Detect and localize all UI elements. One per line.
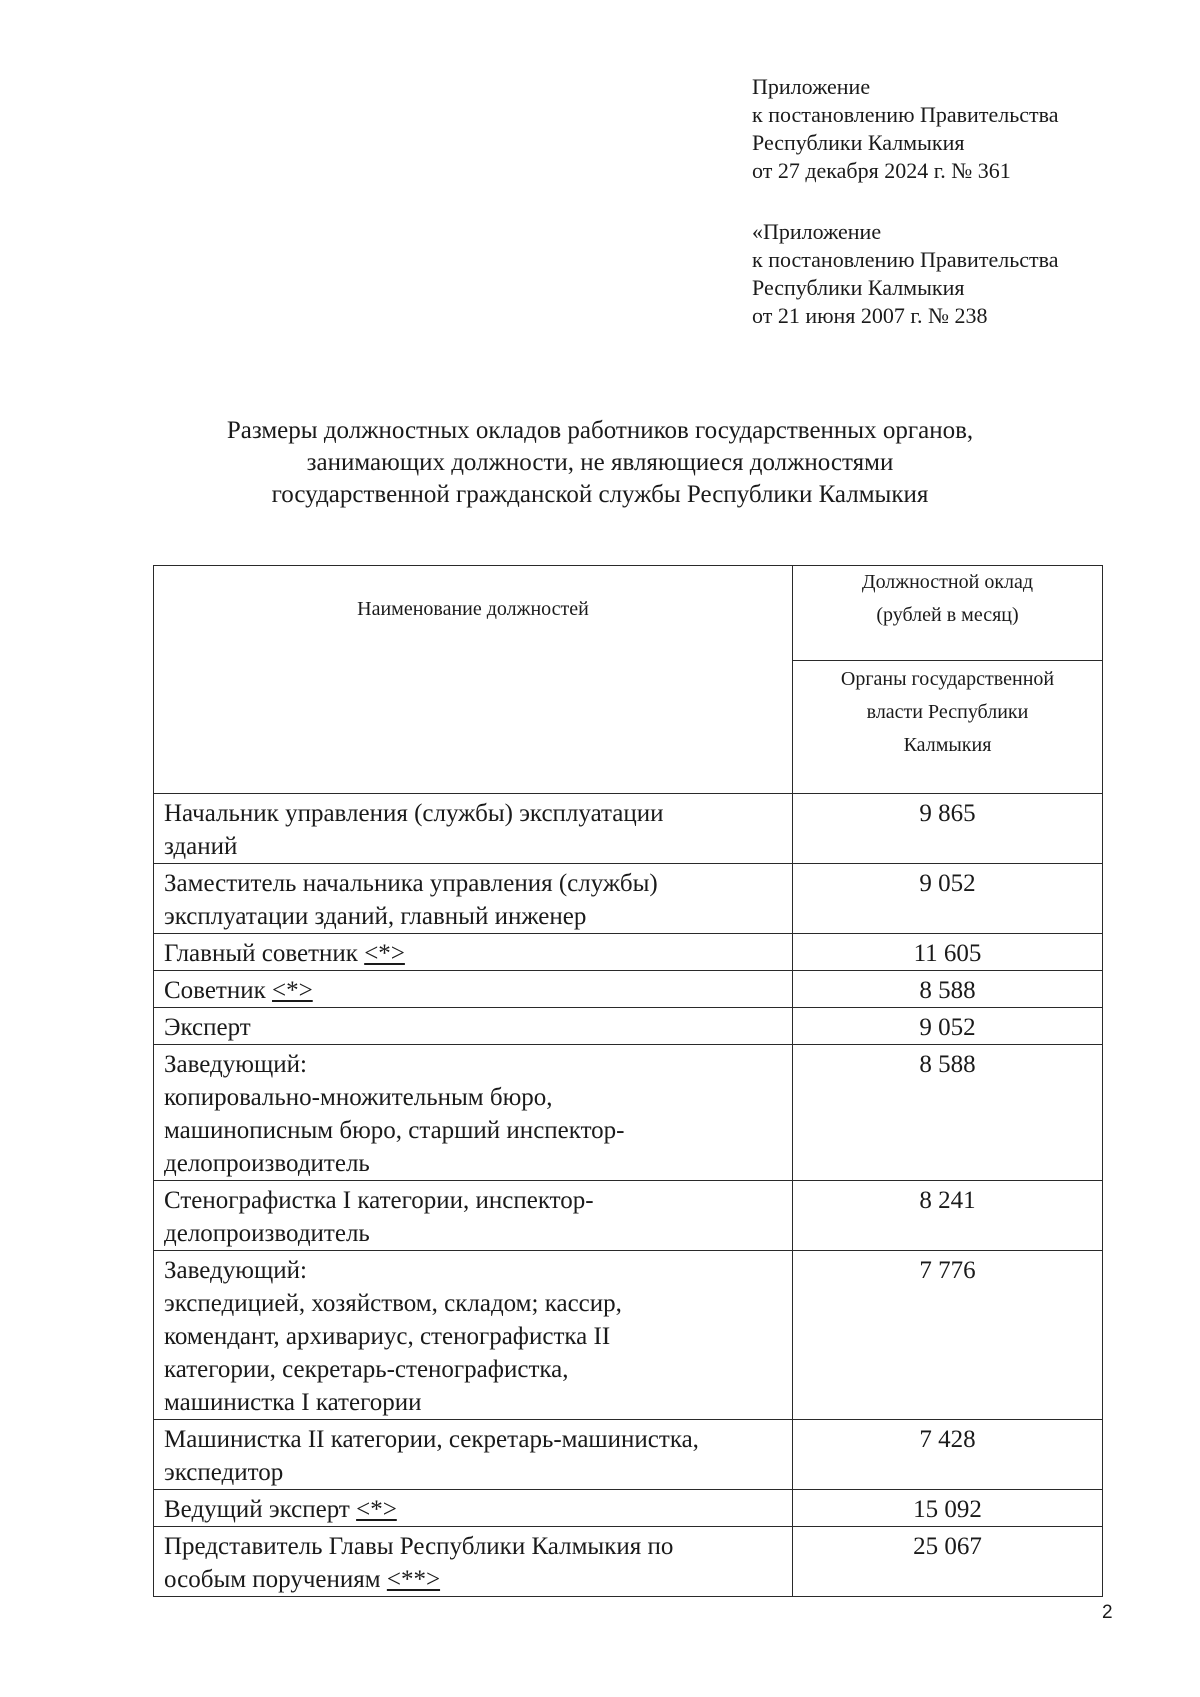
header-line: (рублей в месяц) <box>876 604 1019 626</box>
position-name-cell <box>154 1181 793 1251</box>
annex-line: Приложение <box>752 74 871 99</box>
table-row <box>154 794 1103 864</box>
position-name-cell <box>154 1490 793 1527</box>
salary-value-cell: 7 428 <box>793 1420 1103 1490</box>
position-name-cell <box>154 1251 793 1420</box>
position-name-line: Машинистка II категории, секретарь-машинистка, <box>164 1426 699 1453</box>
footnote-mark: <*> <box>356 1496 397 1523</box>
position-name-line: Эксперт <box>164 1014 251 1041</box>
table-row <box>154 1527 1103 1597</box>
salary-value-cell: 25 067 <box>793 1527 1103 1597</box>
table-row <box>154 1008 1103 1045</box>
header-line: Калмыкия <box>903 734 992 756</box>
position-name-line: экспедитор <box>164 1459 284 1486</box>
salary-value-cell: 8 241 <box>793 1181 1103 1251</box>
footnote-mark: <**> <box>386 1566 441 1593</box>
annex-current-decree <box>752 73 1058 185</box>
annex-line: от 21 июня 2007 г. № 238 <box>752 303 988 328</box>
position-name-cell <box>154 794 793 864</box>
position-name-line: Начальник управления (службы) эксплуатации <box>164 800 664 827</box>
title-line: занимающих должности, не являющиеся должностями <box>306 449 894 476</box>
annex-original-decree <box>752 218 1058 330</box>
header-position-name: Наименование должностей <box>154 566 793 794</box>
title-line: Размеры должностных окладов работников государственных органов, <box>226 417 974 444</box>
position-name-line: зданий <box>164 833 238 860</box>
salary-value-cell: 8 588 <box>793 971 1103 1008</box>
salary-value-cell: 7 776 <box>793 1251 1103 1420</box>
position-name-cell <box>154 1045 793 1181</box>
footnote-mark: <*> <box>364 940 405 967</box>
table-header-row <box>154 566 1103 661</box>
position-name-line: комендант, архивариус, стенографистка II <box>164 1323 611 1350</box>
header-state-bodies <box>793 661 1103 794</box>
table-row <box>154 1420 1103 1490</box>
annex-line: «Приложение <box>752 219 882 244</box>
header-line: власти Республики <box>866 701 1029 723</box>
salary-value-cell: 11 605 <box>793 934 1103 971</box>
position-name-line: категории, секретарь-стенографистка, <box>164 1356 569 1383</box>
position-name-line: копировально-множительным бюро, <box>164 1084 553 1111</box>
table-row <box>154 1045 1103 1181</box>
header-salary <box>793 566 1103 661</box>
salary-value-cell: 8 588 <box>793 1045 1103 1181</box>
table-row <box>154 971 1103 1008</box>
table-row <box>154 1181 1103 1251</box>
annex-line: Республики Калмыкия <box>752 275 965 300</box>
annex-line: от 27 декабря 2024 г. № 361 <box>752 158 1011 183</box>
annex-line: к постановлению Правительства <box>752 102 1059 127</box>
title-line: государственной гражданской службы Республики Калмыкия <box>271 481 929 508</box>
position-name-line: Заведующий: <box>164 1051 307 1078</box>
position-name-line: особым поручениям <**> <box>164 1566 441 1593</box>
salary-value-cell: 9 052 <box>793 864 1103 934</box>
position-name-line: делопроизводитель <box>164 1220 370 1247</box>
page-number: 2 <box>1102 1602 1113 1623</box>
table-row <box>154 1251 1103 1420</box>
footnote-mark: <*> <box>272 977 313 1004</box>
header-line: Органы государственной <box>840 668 1055 690</box>
position-name-cell <box>154 934 793 971</box>
annex-line: к постановлению Правительства <box>752 247 1059 272</box>
position-name-line: Заведующий: <box>164 1257 307 1284</box>
annex-line: Республики Калмыкия <box>752 130 965 155</box>
position-name-line: машинописным бюро, старший инспектор- <box>164 1117 625 1144</box>
salary-value-cell: 9 865 <box>793 794 1103 864</box>
table-row <box>154 1490 1103 1527</box>
position-name-line: Стенографистка I категории, инспектор- <box>164 1187 594 1214</box>
position-name-cell <box>154 1527 793 1597</box>
position-name-line: Советник <*> <box>164 977 313 1004</box>
position-name-line: экспедицией, хозяйством, складом; кассир, <box>164 1290 622 1317</box>
position-name-line: машинистка I категории <box>164 1389 422 1416</box>
document-title <box>130 415 1070 511</box>
header-line: Должностной оклад <box>861 571 1034 593</box>
table-row <box>154 864 1103 934</box>
position-name-line: Представитель Главы Республики Калмыкия по <box>164 1533 674 1560</box>
position-name-cell <box>154 1420 793 1490</box>
position-name-cell <box>154 864 793 934</box>
salary-table <box>153 565 1103 1597</box>
position-name-line: Главный советник <*> <box>164 940 405 967</box>
salary-value-cell: 15 092 <box>793 1490 1103 1527</box>
position-name-line: эксплуатации зданий, главный инженер <box>164 903 587 930</box>
position-name-cell <box>154 1008 793 1045</box>
position-name-line: Ведущий эксперт <*> <box>164 1496 397 1523</box>
position-name-line: делопроизводитель <box>164 1150 370 1177</box>
salary-value-cell: 9 052 <box>793 1008 1103 1045</box>
table-row <box>154 934 1103 971</box>
position-name-line: Заместитель начальника управления (службы) <box>164 870 658 897</box>
position-name-cell <box>154 971 793 1008</box>
